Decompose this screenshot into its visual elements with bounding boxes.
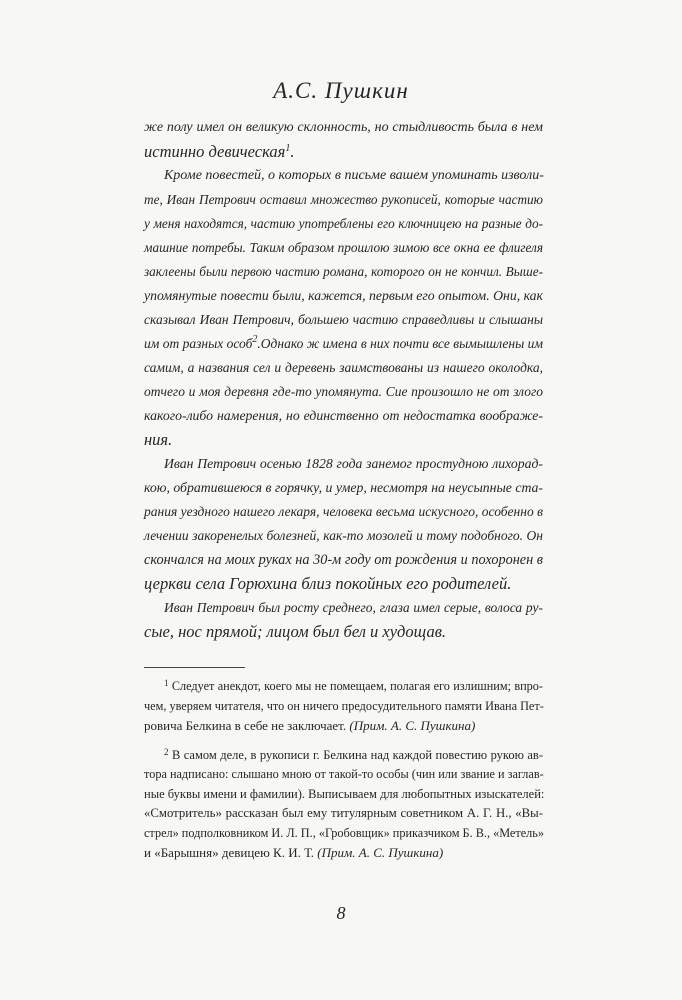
body-text	[144, 116, 543, 644]
footnote-line	[144, 843, 543, 863]
text-segment: Следует анекдот, коего мы не помещаем, полагая его излишним; впро-	[171, 679, 543, 693]
text-line: Иван Петрович осенью 1828 года занемог простудною лихорад-	[164, 456, 543, 471]
footnote-number: 2	[164, 746, 169, 757]
text-line: рания уездного нашего лекаря, человека весьма искусного, особенно в	[144, 504, 543, 519]
footnotes	[144, 677, 543, 863]
footnote-line: стрел» подполковником И. Л. П., «Гробовщик» приказчиком Б. В., «Метель»	[144, 825, 544, 840]
text-segment: ровича Белкина в себе не заключает.	[144, 718, 347, 733]
text-line: у меня находятся, частию употреблены его ключницею на разные до-	[144, 216, 543, 231]
text-line: те, Иван Петрович оставил множество рукописей, которые частию	[144, 192, 543, 207]
footnote-line: «Смотритель» рассказан был ему титулярным советником А. Г. Н., «Вы-	[144, 806, 543, 820]
text-line: лечении закоренелых болезней, как-то мозолей и тому подобного. Он	[144, 528, 543, 543]
footnote-line: тора надписано: слышано мною от такой-то особы (чин или звание и заглав-	[144, 767, 544, 781]
text-segment: им от разных особ	[144, 336, 253, 351]
text-segment: Однако ж имена в них почти все вымышлены им	[260, 336, 543, 351]
text-line: Кроме повестей, о которых в письме вашем упоминать изволи-	[164, 168, 544, 183]
text-line: сказывал Иван Петрович, большею частию справедливы и слышаны	[144, 312, 543, 327]
text-line: самим, а названия сел и деревень заимствованы из нашего околодка,	[144, 360, 543, 375]
text-line: сые, нос прямой; лицом был бел и худощав.	[144, 622, 447, 641]
text-line: упомянутые повести были, кажется, первым его опытом. Они, как	[144, 288, 543, 303]
footnote-mark[interactable]: 2	[252, 334, 258, 345]
footnote-attribution: (Прим. А. С. Пушкина)	[349, 718, 476, 733]
footnote-mark[interactable]: 1	[285, 143, 291, 154]
footnote-attribution: (Прим. А. С. Пушкина)	[317, 845, 444, 860]
text-line	[144, 332, 543, 356]
text-segment: .	[257, 336, 261, 351]
text-line: заклеены были первою частию романа, которого он не кончил. Выше-	[144, 264, 543, 279]
text-segment	[144, 332, 261, 356]
text-segment: В самом деле, в рукописи г. Белкина над каждой повестию рукою ав-	[171, 747, 543, 762]
footnote-line: ные буквы имени и фамилии). Выписываем для любопытных изыскателей:	[144, 786, 545, 801]
footnote-1	[144, 677, 543, 736]
text-line: же полу имел он великую склонность, но стыдливость была в нем	[144, 120, 543, 135]
footnote-line	[144, 746, 543, 766]
text-line: скончался на моих руках на 30-м году от рождения и похоронен в	[144, 552, 543, 568]
text-segment: и «Барышня» девицею К. И. Т.	[144, 845, 314, 860]
running-head: А.С. Пушкин	[273, 78, 409, 103]
footnote-2	[144, 746, 543, 863]
footnote-line	[144, 716, 543, 736]
footnote-line	[144, 677, 543, 697]
footnote-spacer	[144, 736, 543, 746]
page-number: 8	[336, 903, 346, 923]
text-line	[144, 140, 543, 164]
text-line: ния.	[144, 430, 173, 449]
footnote-number: 1	[164, 678, 169, 688]
text-segment: истинно девическая	[144, 142, 286, 161]
text-line: какого-либо намерения, но единственно от недостатка воображе-	[144, 408, 543, 423]
text-line: машние потребы. Таким образом прошлою зимою все окна ее флигеля	[144, 240, 543, 255]
footnote-line: чем, уверяем читателя, что он ничего предосудительного памяти Ивана Пет-	[144, 698, 544, 713]
text-segment: .	[290, 142, 295, 161]
footnote-divider	[144, 667, 245, 668]
text-line: Иван Петрович был росту среднего, глаза имел серые, волоса ру-	[164, 600, 543, 615]
text-line: церкви села Горюхина близ покойных его родителей.	[144, 574, 512, 593]
text-line: кою, обратившеюся в горячку, и умер, несмотря на неусыпные ста-	[144, 480, 543, 495]
text-line: отчего и моя деревня где-то упомянута. Сие произошло не от злого	[144, 384, 543, 399]
